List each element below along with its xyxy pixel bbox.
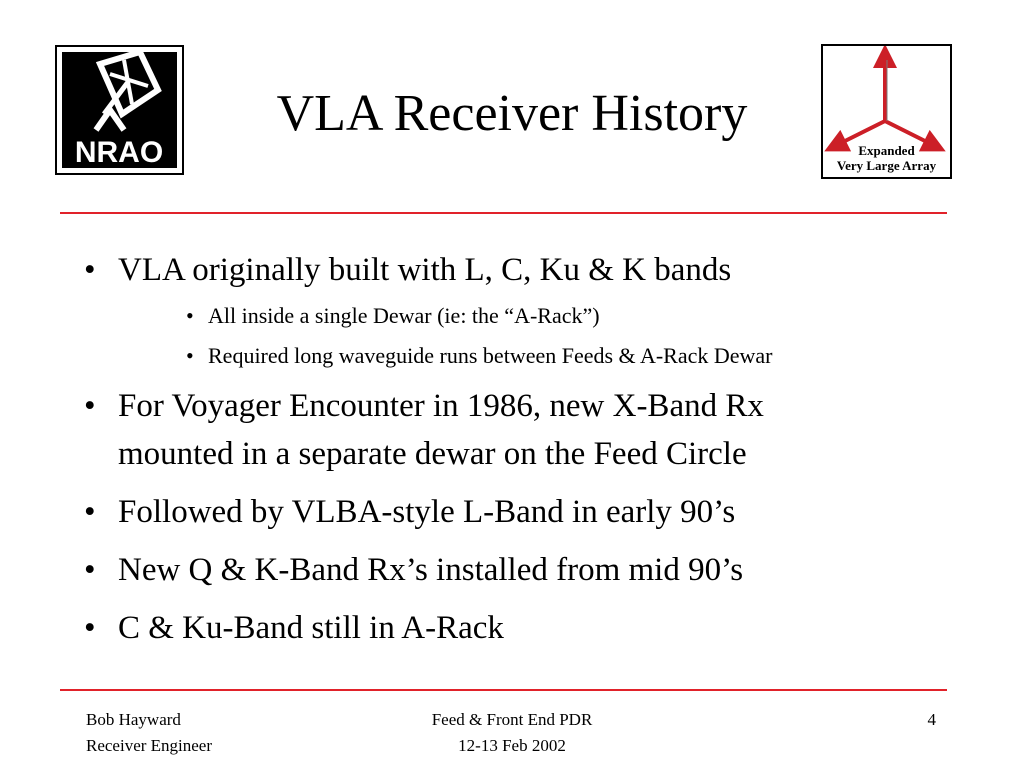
sub-bullet-item xyxy=(70,342,970,370)
slide-number: 4 xyxy=(927,710,936,729)
bullet-item xyxy=(70,488,970,536)
sub-bullet-item xyxy=(70,302,970,330)
bullet-item xyxy=(70,382,970,478)
bullet-item xyxy=(70,546,970,594)
footer-divider xyxy=(60,689,947,691)
slide-title: VLA Receiver History xyxy=(276,85,748,142)
bullet-text: Followed by VLBA-style L-Band in early 90’s xyxy=(118,494,736,530)
nrao-logo-text: NRAO xyxy=(74,136,164,168)
evla-logo-line-2: Very Large Array xyxy=(836,158,937,173)
event-name: Feed & Front End PDR xyxy=(431,710,593,729)
bullet-dot: • xyxy=(84,552,96,588)
bullet-item xyxy=(70,604,970,652)
evla-logo xyxy=(821,44,952,179)
bullet-list xyxy=(70,246,970,662)
bullet-text-line-2: mounted in a separate dewar on the Feed Circle xyxy=(118,436,747,472)
bullet-dot: • xyxy=(84,494,96,530)
footer-event xyxy=(362,707,662,759)
bullet-dot: • xyxy=(84,610,96,646)
bullet-dot: • xyxy=(84,388,96,424)
sub-bullet-text: All inside a single Dewar (ie: the “A-Rack”) xyxy=(208,303,600,328)
bullet-text: New Q & K-Band Rx’s installed from mid 90’s xyxy=(118,552,744,588)
bullet-dot: • xyxy=(186,303,194,328)
title-divider xyxy=(60,212,947,214)
event-date: 12-13 Feb 2002 xyxy=(458,736,566,755)
bullet-text: C & Ku-Band still in A-Rack xyxy=(118,610,504,646)
evla-logo-line-1: Expanded xyxy=(858,143,915,158)
sub-bullet-text: Required long waveguide runs between Feeds & A-Rack Dewar xyxy=(208,343,773,368)
footer-author xyxy=(86,707,212,759)
bullet-text-line-1: For Voyager Encounter in 1986, new X-Band Rx xyxy=(118,388,764,424)
bullet-dot: • xyxy=(84,252,96,288)
author-name: Bob Hayward xyxy=(86,710,181,729)
bullet-dot: • xyxy=(186,343,194,368)
author-role: Receiver Engineer xyxy=(86,736,213,755)
bullet-item xyxy=(70,246,970,294)
bullet-text: VLA originally built with L, C, Ku & K bands xyxy=(118,252,732,288)
